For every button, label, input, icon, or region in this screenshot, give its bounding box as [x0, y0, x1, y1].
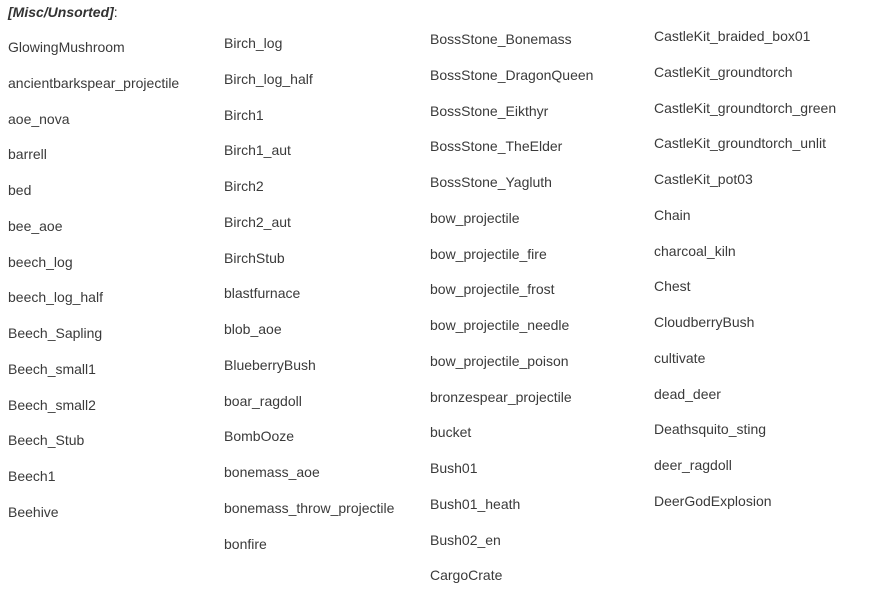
list-item: Birch_log_half — [224, 70, 313, 87]
list-item: Birch1 — [224, 106, 264, 123]
list-item: dead_deer — [654, 385, 721, 402]
list-item: CastleKit_groundtorch_green — [654, 99, 837, 116]
list-item: CastleKit_groundtorch_unlit — [654, 135, 826, 152]
list-item: Birch_log — [224, 35, 283, 51]
list-item: BossStone_Yagluth — [430, 174, 552, 190]
list-item: bonemass_aoe — [224, 464, 320, 480]
list-item: BossStone_Bonemass — [430, 31, 572, 47]
list-item: BirchStub — [224, 249, 285, 266]
section-heading-suffix: : — [113, 4, 118, 20]
list-item: Beech1 — [8, 468, 56, 484]
list-item: bronzespear_projectile — [430, 388, 572, 405]
section-heading — [8, 3, 118, 21]
section-heading-tag: [Misc/Unsorted] — [8, 4, 114, 20]
list-item: BombOoze — [224, 428, 295, 445]
list-item: Beech_small1 — [8, 360, 96, 377]
list-item: beech_log_half — [8, 289, 103, 306]
list-item: bed — [8, 182, 32, 198]
prefab-column-4 — [654, 27, 836, 528]
list-item: Bush01_heath — [430, 495, 521, 512]
list-item: deer_ragdoll — [654, 457, 732, 473]
list-item: CargoCrate — [430, 567, 503, 584]
list-item: CastleKit_groundtorch — [654, 63, 793, 80]
list-item: charcoal_kiln — [654, 242, 736, 259]
list-item: Bush01 — [430, 460, 478, 476]
list-item: Beech_small2 — [8, 396, 96, 413]
list-item: Beehive — [8, 503, 59, 520]
list-item: CloudberryBush — [654, 314, 755, 330]
list-item: CastleKit_braided_box01 — [654, 28, 811, 44]
list-item: ancientbarkspear_projectile — [8, 74, 180, 91]
list-item: aoe_nova — [8, 110, 70, 127]
list-item: Beech_Stub — [8, 432, 85, 449]
list-item: bucket — [430, 424, 472, 441]
list-item: BossStone_TheElder — [430, 138, 563, 155]
list-item: blastfurnace — [224, 285, 301, 302]
prefab-column-1 — [8, 38, 179, 539]
prefab-column-3 — [430, 30, 593, 602]
list-item: barrell — [8, 146, 47, 163]
list-item: BossStone_Eikthyr — [430, 102, 549, 119]
list-item: BlueberryBush — [224, 356, 316, 373]
list-item: bow_projectile_fire — [430, 245, 547, 262]
prefab-column-2 — [224, 34, 394, 570]
list-item: Bush02_en — [430, 531, 501, 548]
list-item: Chest — [654, 278, 691, 295]
list-item: bonemass_throw_projectile — [224, 499, 395, 516]
list-item: bow_projectile — [430, 209, 520, 226]
list-item: bow_projectile_poison — [430, 352, 569, 369]
list-item: boar_ragdoll — [224, 392, 302, 409]
list-item: Beech_Sapling — [8, 325, 103, 341]
list-item: bow_projectile_frost — [430, 281, 555, 298]
list-item: blob_aoe — [224, 321, 282, 337]
list-item: cultivate — [654, 349, 706, 366]
list-item: bee_aoe — [8, 217, 63, 234]
list-item: BossStone_DragonQueen — [430, 66, 594, 83]
list-item: CastleKit_pot03 — [654, 171, 753, 187]
list-item: GlowingMushroom — [8, 39, 125, 55]
list-item: Chain — [654, 206, 691, 223]
list-item: bow_projectile_needle — [430, 317, 570, 333]
list-item: Birch1_aut — [224, 142, 291, 159]
list-item: Birch2_aut — [224, 213, 291, 230]
list-item: Deathsquito_sting — [654, 421, 767, 438]
list-item: Birch2 — [224, 178, 264, 194]
list-item: beech_log — [8, 253, 73, 270]
list-item: DeerGodExplosion — [654, 492, 772, 509]
list-item: bonfire — [224, 535, 267, 552]
